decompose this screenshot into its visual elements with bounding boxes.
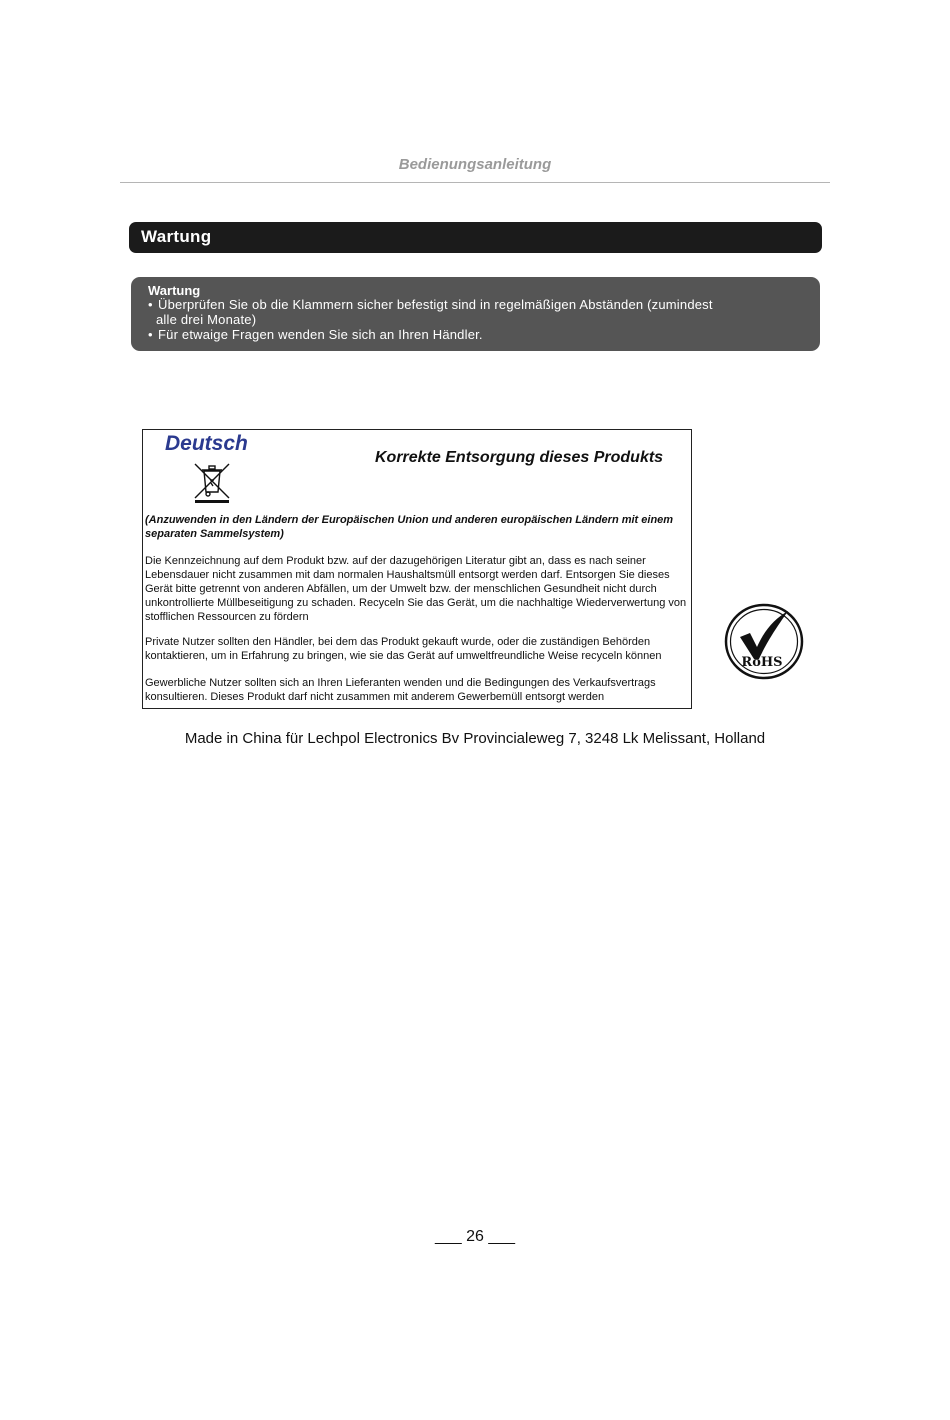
page-number: ___ 26 ___	[434, 1228, 516, 1245]
bullet-marker: •	[148, 327, 153, 342]
weee-disposal-notice	[142, 429, 692, 709]
running-header: Bedienungsanleitung	[398, 156, 552, 173]
language-label: Deutsch	[165, 432, 248, 455]
section-heading-bar	[129, 222, 822, 253]
rohs-label: RoHS	[741, 655, 783, 670]
bullet-text: Überprüfen Sie ob die Klammern sicher befestigt sind in regelmäßigen Abständen (zumindest	[158, 297, 713, 312]
section-title: Wartung	[141, 227, 212, 246]
bullet-marker: •	[148, 297, 153, 312]
disposal-paragraph: Private Nutzer sollten den Händler, bei dem das Produkt gekauft wurde, oder die zuständigen Behörden kontaktieren, um in Erfahrung zu bringen, wie sie das Gerät auf umweltfreundliche Weise recyceln können	[145, 636, 662, 662]
header-divider	[120, 182, 830, 183]
info-box-title: Wartung	[148, 283, 201, 298]
list-item	[148, 327, 788, 342]
list-item	[148, 297, 788, 327]
disposal-title: Korrekte Entsorgung dieses Produkts	[375, 449, 664, 466]
disposal-paragraph: Die Kennzeichnung auf dem Produkt bzw. auf der dazugehörigen Literatur gibt an, dass es nach seiner Lebensdauer nicht zusammen mit dam normalen Haushaltsmüll entsorgt werden darf. Entsorgen Sie dieses Gerät bitte getrennt von anderen Abfällen, um der Umwelt bzw. der menschlichen Gesundheit nicht durch unkontrollierte Müllbeseitigung zu schaden. Recyceln Sie das Gerät, um die nachhaltige Wiederverwertung von stofflichen Ressourcen zu fördern	[145, 555, 687, 623]
disposal-intro: (Anzuwenden in den Ländern der Europäischen Union und anderen europäischen Ländern mit einem separaten Sammelsystem)	[145, 514, 674, 540]
manufacturer-line: Made in China für Lechpol Electronics Bv Provincialeweg 7, 3248 Lk Melissant, Holland	[184, 730, 766, 747]
bullet-text-continuation: alle drei Monate)	[156, 312, 257, 327]
disposal-paragraph: Gewerbliche Nutzer sollten sich an Ihren Lieferanten wenden und die Bedingungen des Verkaufsvertrags konsultieren. Dieses Produkt darf nicht zusammen mit anderem Gewerbemüll entsorgt werden	[145, 677, 656, 703]
maintenance-info-box	[131, 277, 820, 351]
rohs-checkmark-icon	[724, 603, 804, 680]
bullet-text: Für etwaige Fragen wenden Sie sich an Ihren Händler.	[158, 327, 483, 342]
crossed-out-wheelie-bin-icon	[191, 460, 233, 504]
